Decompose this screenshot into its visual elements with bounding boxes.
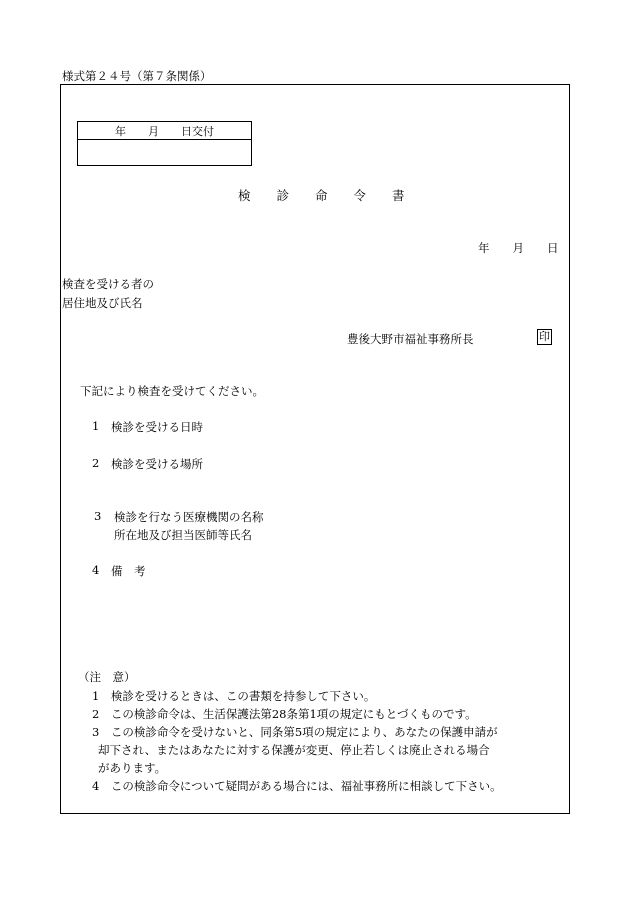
item-1-number: 1	[92, 419, 100, 433]
note-4: 4 この検診命令について疑問がある場合には、福祉事務所に相談して下さい。	[92, 779, 502, 793]
intro-text: 下記により検査を受けてください。	[80, 384, 264, 398]
item-4-text: 備 考	[111, 564, 146, 578]
issuer-name: 豊後大野市福祉事務所長	[347, 332, 474, 346]
note-3-line3: があります。	[98, 761, 167, 775]
document-date: 年 月 日	[478, 241, 559, 255]
issue-date-divider	[78, 139, 251, 140]
note-1: 1 検診を受けるときは、この書類を持参して下さい。	[92, 689, 376, 703]
recipient-label-line2: 居住地及び氏名	[62, 296, 143, 310]
note-3-line2: 却下され、またはあなたに対する保護が変更、停止若しくは廃止される場合	[98, 743, 490, 757]
form-number-header: 様式第２４号（第７条関係）	[62, 69, 212, 83]
note-3-line1: 3 この検診命令を受けないと、同条第5項の規定により、あなたの保護申請が	[92, 725, 498, 739]
item-4-number: 4	[92, 563, 100, 577]
recipient-label-line1: 検査を受ける者の	[62, 277, 154, 291]
document-title: 検診命令書	[238, 188, 431, 203]
item-3-number: 3	[94, 509, 102, 523]
issue-date-box	[77, 121, 252, 166]
item-2-number: 2	[92, 456, 100, 470]
item-1-text: 検診を受ける日時	[111, 420, 203, 434]
item-2-text: 検診を受ける場所	[111, 457, 203, 471]
note-2: 2 この検診命令は、生活保護法第28条第1項の規定にもとづくものです。	[92, 707, 477, 721]
notes-header: （注 意）	[78, 670, 136, 684]
item-3-text-line2: 所在地及び担当医師等氏名	[114, 528, 252, 542]
issue-date-label: 年 月 日交付	[115, 125, 214, 138]
seal-mark: 印	[539, 330, 550, 343]
item-3-text-line1: 検診を行なう医療機関の名称	[114, 510, 264, 524]
